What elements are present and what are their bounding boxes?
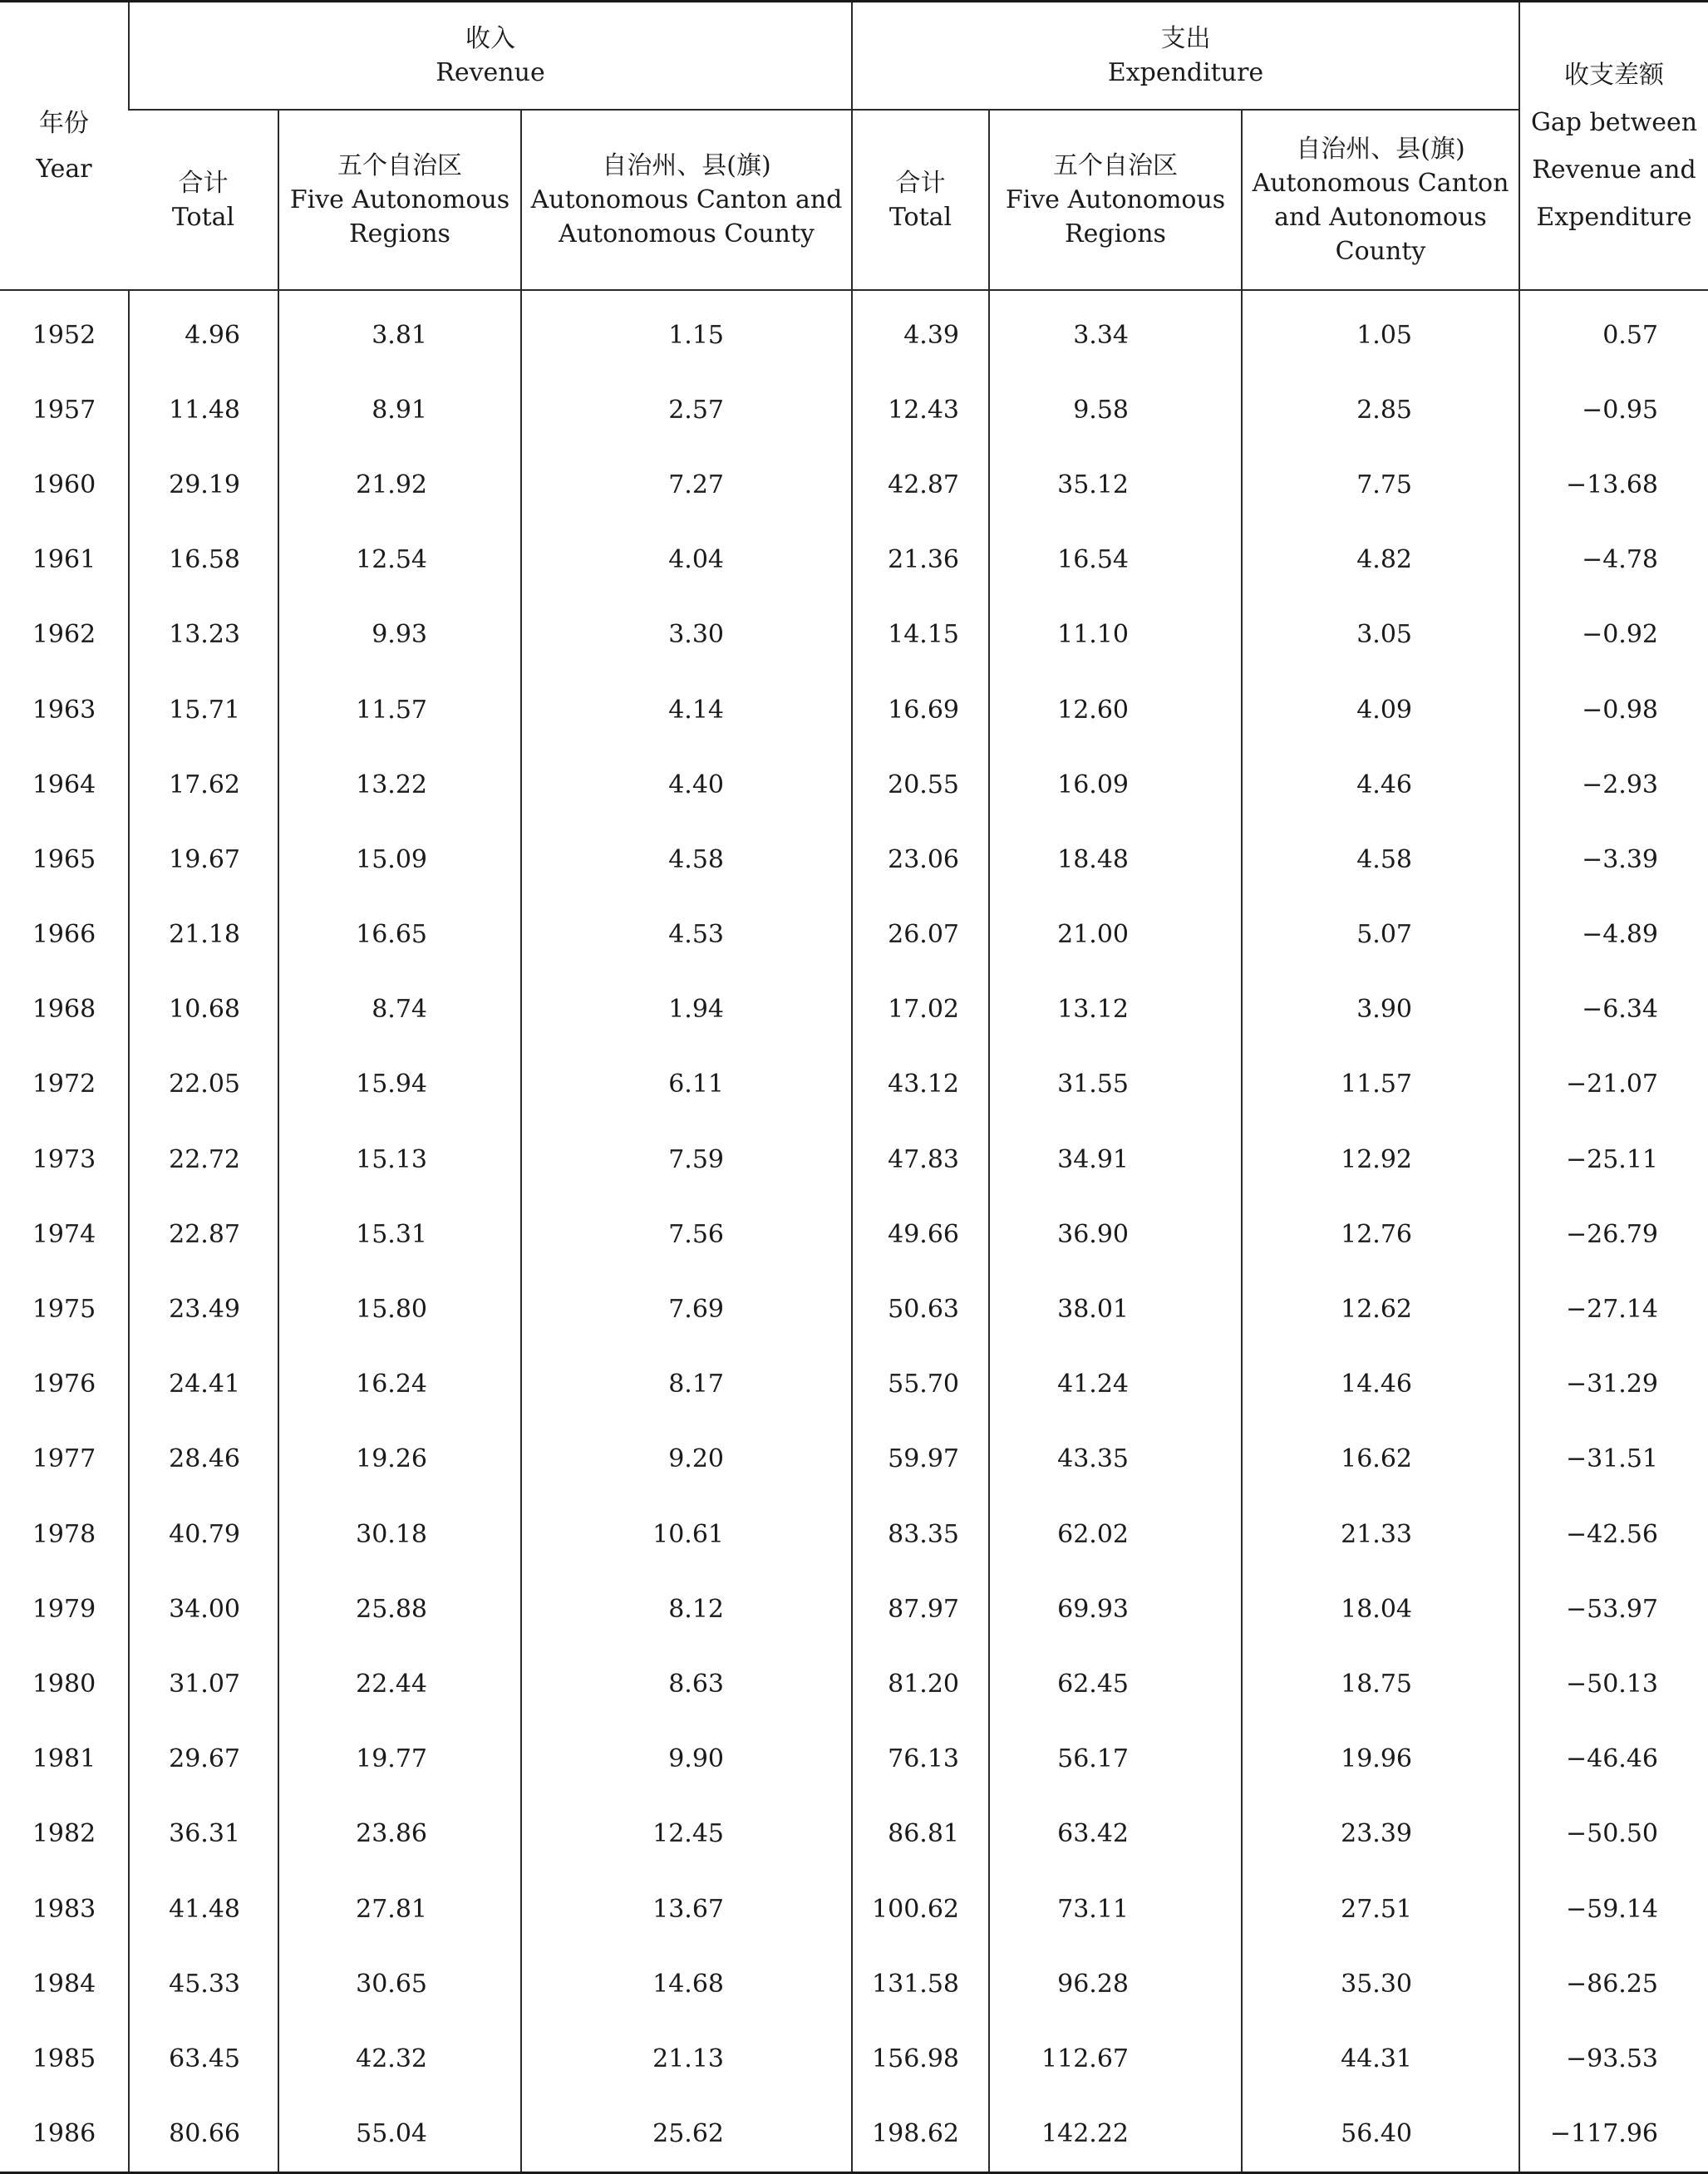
expenditure-canton-county-cell: 11.57 [1242,1047,1519,1122]
expenditure-canton-county-cell: 18.04 [1242,1571,1519,1646]
year-cell: 1980 [32,1669,96,1699]
revenue-canton-county-cell: 21.13 [521,2021,852,2096]
expenditure-five-regions-cell: 112.67 [989,2021,1242,2096]
revenue-total-cell: 21.18 [129,898,278,972]
expenditure-total-cell: 198.62 [852,2097,989,2173]
revenue-five-regions-cell: 9.93 [278,598,521,672]
expenditure-canton-county-cell: 7.75 [1242,447,1519,522]
expenditure-canton-county-cell: 4.82 [1242,523,1519,598]
expenditure-total-cell: 81.20 [852,1646,989,1721]
expenditure-total-cell: 50.63 [852,1271,989,1346]
table-row [0,822,1708,897]
table-row [0,1347,1708,1422]
header-revenue-five-regions-en: Five Autonomous Regions [289,185,510,248]
revenue-total-cell: 16.58 [129,523,278,598]
revenue-canton-county-cell: 10.61 [521,1497,852,1571]
revenue-five-regions-cell: 15.13 [278,1122,521,1197]
revenue-total-cell: 40.79 [129,1497,278,1571]
revenue-total-cell: 13.23 [129,598,278,672]
revenue-total-cell: 11.48 [129,372,278,447]
year-cell: 1952 [32,320,96,350]
gap-cell: −86.25 [1519,1946,1708,2021]
gap-cell: −3.39 [1519,822,1708,897]
header-revenue-en: Revenue [436,58,545,87]
table-row [0,2097,1708,2173]
year-cell: 1975 [32,1295,96,1325]
expenditure-total-cell: 49.66 [852,1197,989,1271]
expenditure-canton-county-cell: 4.46 [1242,747,1519,822]
table-row [0,523,1708,598]
revenue-canton-county-cell: 4.04 [521,523,852,598]
year-cell: 1979 [32,1594,96,1624]
expenditure-five-regions-cell: 62.45 [989,1646,1242,1721]
expenditure-five-regions-cell: 69.93 [989,1571,1242,1646]
expenditure-canton-county-cell: 18.75 [1242,1646,1519,1721]
revenue-total-cell: 29.67 [129,1722,278,1797]
revenue-canton-county-cell: 4.53 [521,898,852,972]
revenue-total-cell: 36.31 [129,1797,278,1872]
expenditure-total-cell: 55.70 [852,1347,989,1422]
revenue-total-cell: 22.72 [129,1122,278,1197]
expenditure-total-cell: 23.06 [852,822,989,897]
table-row [0,1497,1708,1571]
header-expenditure-five-regions [989,110,1242,290]
table-row [0,1571,1708,1646]
header-gap-zh: 收支差额 [1564,60,1664,90]
revenue-canton-county-cell: 2.57 [521,372,852,447]
header-expenditure-five-regions-zh: 五个自治区 [1053,151,1178,180]
revenue-canton-county-cell: 4.40 [521,747,852,822]
revenue-canton-county-cell: 9.90 [521,1722,852,1797]
expenditure-canton-county-cell: 44.31 [1242,2021,1519,2096]
year-cell: 1976 [32,1370,96,1399]
revenue-canton-county-cell: 4.14 [521,672,852,747]
gap-cell: −21.07 [1519,1047,1708,1122]
expenditure-canton-county-cell: 12.76 [1242,1197,1519,1271]
expenditure-canton-county-cell: 4.58 [1242,822,1519,897]
revenue-five-regions-cell: 16.24 [278,1347,521,1422]
expenditure-canton-county-cell: 35.30 [1242,1946,1519,2021]
expenditure-canton-county-cell: 21.33 [1242,1497,1519,1571]
header-revenue-canton-county-en: Autonomous Canton and Autonomous County [530,185,843,248]
table-row [0,1722,1708,1797]
revenue-total-cell: 28.46 [129,1422,278,1497]
expenditure-five-regions-cell: 41.24 [989,1347,1242,1422]
revenue-canton-county-cell: 6.11 [521,1047,852,1122]
revenue-five-regions-cell: 25.88 [278,1571,521,1646]
year-cell: 1964 [32,770,96,799]
year-cell: 1984 [32,1969,96,1999]
gap-cell: −31.51 [1519,1422,1708,1497]
revenue-total-cell: 45.33 [129,1946,278,2021]
gap-cell: 0.57 [1519,290,1708,372]
expenditure-five-regions-cell: 34.91 [989,1122,1242,1197]
table-row [0,898,1708,972]
revenue-canton-county-cell: 7.59 [521,1122,852,1197]
revenue-five-regions-cell: 12.54 [278,523,521,598]
gap-cell: −42.56 [1519,1497,1708,1571]
header-gap-en: Gap between Revenue and Expenditure [1530,107,1698,232]
expenditure-total-cell: 16.69 [852,672,989,747]
revenue-canton-county-cell: 7.69 [521,1271,852,1346]
revenue-total-cell: 10.68 [129,972,278,1047]
revenue-five-regions-cell: 15.94 [278,1047,521,1122]
expenditure-five-regions-cell: 142.22 [989,2097,1242,2173]
expenditure-five-regions-cell: 18.48 [989,822,1242,897]
expenditure-canton-county-cell: 23.39 [1242,1797,1519,1872]
revenue-canton-county-cell: 7.56 [521,1197,852,1271]
gap-cell: −0.98 [1519,672,1708,747]
header-revenue-zh: 收入 [465,24,515,53]
gap-cell: −50.50 [1519,1797,1708,1872]
expenditure-five-regions-cell: 31.55 [989,1047,1242,1122]
revenue-total-cell: 29.19 [129,447,278,522]
header-revenue-canton-county [521,110,852,290]
revenue-five-regions-cell: 30.65 [278,1946,521,2021]
year-cell: 1966 [32,920,96,950]
year-cell: 1983 [32,1894,96,1924]
expenditure-canton-county-cell: 27.51 [1242,1872,1519,1946]
table-row [0,1197,1708,1271]
revenue-total-cell: 34.00 [129,1571,278,1646]
table-row [0,1271,1708,1346]
revenue-five-regions-cell: 8.91 [278,372,521,447]
expenditure-five-regions-cell: 16.54 [989,523,1242,598]
revenue-five-regions-cell: 22.44 [278,1646,521,1721]
gap-cell: −25.11 [1519,1122,1708,1197]
revenue-five-regions-cell: 19.77 [278,1722,521,1797]
expenditure-five-regions-cell: 21.00 [989,898,1242,972]
gap-cell: −31.29 [1519,1347,1708,1422]
year-cell: 1986 [32,2119,96,2149]
header-revenue [129,2,852,111]
expenditure-total-cell: 100.62 [852,1872,989,1946]
expenditure-five-regions-cell: 36.90 [989,1197,1242,1271]
gap-cell: −6.34 [1519,972,1708,1047]
revenue-five-regions-cell: 3.81 [278,290,521,372]
header-expenditure-total-en: Total [888,202,952,232]
revenue-five-regions-cell: 23.86 [278,1797,521,1872]
header-expenditure [852,2,1519,111]
expenditure-five-regions-cell: 12.60 [989,672,1242,747]
revenue-total-cell: 80.66 [129,2097,278,2173]
revenue-canton-county-cell: 1.94 [521,972,852,1047]
revenue-total-cell: 15.71 [129,672,278,747]
revenue-five-regions-cell: 19.26 [278,1422,521,1497]
year-cell: 1973 [32,1144,96,1174]
gap-cell: −50.13 [1519,1646,1708,1721]
expenditure-canton-county-cell: 3.05 [1242,598,1519,672]
expenditure-canton-county-cell: 12.92 [1242,1122,1519,1197]
revenue-canton-county-cell: 3.30 [521,598,852,672]
table-row [0,1422,1708,1497]
expenditure-five-regions-cell: 9.58 [989,372,1242,447]
revenue-five-regions-cell: 55.04 [278,2097,521,2173]
year-cell: 1961 [32,545,96,575]
year-cell: 1965 [32,844,96,874]
revenue-five-regions-cell: 16.65 [278,898,521,972]
revenue-total-cell: 22.05 [129,1047,278,1122]
gap-cell: −27.14 [1519,1271,1708,1346]
revenue-canton-county-cell: 8.17 [521,1347,852,1422]
expenditure-five-regions-cell: 3.34 [989,290,1242,372]
year-cell: 1981 [32,1744,96,1774]
expenditure-total-cell: 86.81 [852,1797,989,1872]
expenditure-total-cell: 43.12 [852,1047,989,1122]
table-row [0,1872,1708,1946]
revenue-five-regions-cell: 42.32 [278,2021,521,2096]
header-expenditure-total [852,110,989,290]
header-expenditure-five-regions-en: Five Autonomous Regions [1005,185,1226,248]
table-row [0,1122,1708,1197]
expenditure-canton-county-cell: 56.40 [1242,2097,1519,2173]
table-row [0,1646,1708,1721]
gap-cell: −2.93 [1519,747,1708,822]
expenditure-five-regions-cell: 16.09 [989,747,1242,822]
expenditure-total-cell: 131.58 [852,1946,989,2021]
revenue-canton-county-cell: 4.58 [521,822,852,897]
expenditure-total-cell: 17.02 [852,972,989,1047]
table-row [0,1946,1708,2021]
gap-cell: −93.53 [1519,2021,1708,2096]
expenditure-five-regions-cell: 38.01 [989,1271,1242,1346]
gap-cell: −4.89 [1519,898,1708,972]
year-cell: 1962 [32,620,96,650]
expenditure-total-cell: 20.55 [852,747,989,822]
revenue-canton-county-cell: 8.63 [521,1646,852,1721]
table-row [0,372,1708,447]
header-expenditure-canton-county-en: Autonomous Canton and Autonomous County [1252,168,1509,266]
expenditure-canton-county-cell: 3.90 [1242,972,1519,1047]
header-revenue-total-zh: 合计 [178,168,229,198]
gap-cell: −117.96 [1519,2097,1708,2173]
expenditure-five-regions-cell: 11.10 [989,598,1242,672]
revenue-canton-county-cell: 1.15 [521,290,852,372]
revenue-total-cell: 19.67 [129,822,278,897]
header-revenue-five-regions [278,110,521,290]
expenditure-five-regions-cell: 73.11 [989,1872,1242,1946]
header-expenditure-canton-county [1242,110,1519,290]
table-row [0,1797,1708,1872]
revenue-canton-county-cell: 8.12 [521,1571,852,1646]
header-expenditure-zh: 支出 [1160,24,1211,53]
expenditure-canton-county-cell: 16.62 [1242,1422,1519,1497]
year-cell: 1957 [32,395,96,425]
revenue-canton-county-cell: 7.27 [521,447,852,522]
expenditure-total-cell: 83.35 [852,1497,989,1571]
revenue-five-regions-cell: 27.81 [278,1872,521,1946]
table-row [0,290,1708,372]
header-expenditure-canton-county-zh: 自治州、县(旗) [1296,134,1465,164]
year-cell: 1960 [32,470,96,499]
year-cell: 1985 [32,2044,96,2073]
year-cell: 1978 [32,1519,96,1549]
header-year-en: Year [36,154,92,184]
table-header [0,2,1708,291]
expenditure-canton-county-cell: 14.46 [1242,1347,1519,1422]
revenue-five-regions-cell: 8.74 [278,972,521,1047]
table-row [0,1047,1708,1122]
expenditure-five-regions-cell: 35.12 [989,447,1242,522]
expenditure-total-cell: 14.15 [852,598,989,672]
header-revenue-five-regions-zh: 五个自治区 [337,151,462,180]
gap-cell: −59.14 [1519,1872,1708,1946]
expenditure-five-regions-cell: 56.17 [989,1722,1242,1797]
revenue-total-cell: 24.41 [129,1347,278,1422]
expenditure-five-regions-cell: 63.42 [989,1797,1242,1872]
expenditure-total-cell: 47.83 [852,1122,989,1197]
gap-cell: −53.97 [1519,1571,1708,1646]
gap-cell: −0.92 [1519,598,1708,672]
header-revenue-total [129,110,278,290]
expenditure-canton-county-cell: 12.62 [1242,1271,1519,1346]
year-cell: 1968 [32,995,96,1025]
revenue-five-regions-cell: 15.09 [278,822,521,897]
revenue-total-cell: 31.07 [129,1646,278,1721]
expenditure-canton-county-cell: 5.07 [1242,898,1519,972]
expenditure-total-cell: 156.98 [852,2021,989,2096]
revenue-five-regions-cell: 15.31 [278,1197,521,1271]
year-cell: 1963 [32,695,96,725]
revenue-total-cell: 23.49 [129,1271,278,1346]
gap-cell: −26.79 [1519,1197,1708,1271]
expenditure-total-cell: 21.36 [852,523,989,598]
header-expenditure-total-zh: 合计 [895,168,946,198]
expenditure-canton-county-cell: 19.96 [1242,1722,1519,1797]
header-expenditure-en: Expenditure [1107,58,1264,87]
expenditure-total-cell: 12.43 [852,372,989,447]
header-revenue-canton-county-zh: 自治州、县(旗) [602,151,771,180]
revenue-five-regions-cell: 13.22 [278,747,521,822]
revenue-canton-county-cell: 9.20 [521,1422,852,1497]
revenue-total-cell: 41.48 [129,1872,278,1946]
expenditure-five-regions-cell: 96.28 [989,1946,1242,2021]
expenditure-total-cell: 4.39 [852,290,989,372]
expenditure-canton-county-cell: 1.05 [1242,290,1519,372]
year-cell: 1982 [32,1819,96,1849]
revenue-five-regions-cell: 15.80 [278,1271,521,1346]
revenue-total-cell: 63.45 [129,2021,278,2096]
expenditure-total-cell: 87.97 [852,1571,989,1646]
revenue-canton-county-cell: 25.62 [521,2097,852,2173]
expenditure-total-cell: 76.13 [852,1722,989,1797]
revenue-five-regions-cell: 11.57 [278,672,521,747]
expenditure-five-regions-cell: 13.12 [989,972,1242,1047]
expenditure-total-cell: 26.07 [852,898,989,972]
table-row [0,598,1708,672]
revenue-canton-county-cell: 12.45 [521,1797,852,1872]
year-cell: 1974 [32,1219,96,1249]
expenditure-total-cell: 42.87 [852,447,989,522]
gap-cell: −13.68 [1519,447,1708,522]
year-cell: 1977 [32,1444,96,1474]
expenditure-total-cell: 59.97 [852,1422,989,1497]
revenue-canton-county-cell: 14.68 [521,1946,852,2021]
revenue-five-regions-cell: 30.18 [278,1497,521,1571]
table-body [0,290,1708,2172]
header-year-zh: 年份 [39,108,89,138]
table-row [0,747,1708,822]
expenditure-five-regions-cell: 62.02 [989,1497,1242,1571]
revenue-total-cell: 22.87 [129,1197,278,1271]
gap-cell: −4.78 [1519,523,1708,598]
year-cell: 1972 [32,1070,96,1099]
table-row [0,972,1708,1047]
revenue-total-cell: 4.96 [129,290,278,372]
gap-cell: −46.46 [1519,1722,1708,1797]
expenditure-canton-county-cell: 2.85 [1242,372,1519,447]
revenue-total-cell: 17.62 [129,747,278,822]
header-revenue-total-en: Total [171,202,235,232]
expenditure-five-regions-cell: 43.35 [989,1422,1242,1497]
revenue-canton-county-cell: 13.67 [521,1872,852,1946]
expenditure-canton-county-cell: 4.09 [1242,672,1519,747]
gap-cell: −0.95 [1519,372,1708,447]
table-row [0,2021,1708,2096]
table-row [0,447,1708,522]
header-year [0,2,129,291]
header-gap [1519,2,1708,291]
revenue-five-regions-cell: 21.92 [278,447,521,522]
table-row [0,672,1708,747]
